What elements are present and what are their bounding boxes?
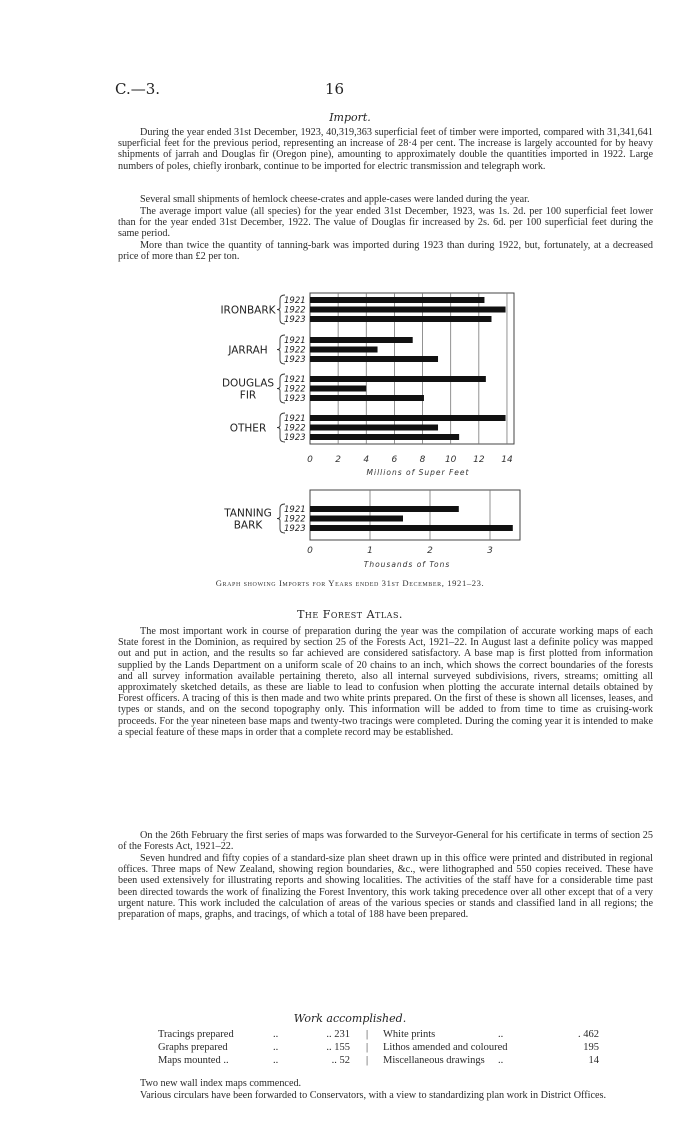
dot-leader: .. bbox=[273, 1055, 279, 1066]
dot-leader: .. bbox=[498, 1055, 504, 1066]
year-label: 1921 bbox=[284, 296, 306, 306]
column-separator: | bbox=[366, 1042, 369, 1053]
year-label: 1922 bbox=[284, 384, 306, 395]
bar bbox=[310, 297, 484, 303]
category-label: OTHER bbox=[229, 422, 267, 435]
year-label: 1922 bbox=[284, 514, 306, 525]
x-tick-label: 2 bbox=[335, 455, 342, 465]
plot-frame bbox=[310, 490, 520, 540]
x-tick-label: 4 bbox=[363, 455, 370, 465]
year-label: 1923 bbox=[284, 524, 306, 534]
bar bbox=[310, 376, 486, 382]
bar bbox=[310, 386, 366, 392]
x-tick-label: 8 bbox=[419, 455, 426, 465]
import-heading: Import. bbox=[329, 111, 371, 124]
year-label: 1923 bbox=[284, 355, 306, 365]
column-separator: | bbox=[366, 1055, 369, 1066]
bar bbox=[310, 307, 506, 313]
bar bbox=[310, 425, 438, 431]
year-label: 1922 bbox=[284, 345, 306, 356]
x-tick-label: 6 bbox=[391, 455, 398, 465]
bar bbox=[310, 316, 491, 322]
work-item-label: Tracings prepared bbox=[158, 1029, 234, 1040]
year-label: 1922 bbox=[284, 305, 306, 316]
import-paragraph-1: During the year ended 31st December, 1923, 40,319,363 superficial feet of timber were imported, compared with 31,341,641 superficial feet for the previous period, representing an increase of 28·4 per cent. The increase is largely accounted for by heavy shipments of jarrah and Douglas fir (Oregon pine), amounting to approximately double the quantities imported in 1922. Large numbers of poles, chiefly ironbark, continue to be imported for electric transmission and telegraph work. bbox=[118, 127, 653, 172]
forest-atlas-paragraph-1: The most important work in course of preparation during the year was the compilation of accurate working maps of each State forest in the Dominion, as required by section 25 of the Forests Act, 1921–22. In August last a definite policy was mapped out and put in action, and the results so far achieved are considered satisfactory. A base map is first plotted from information supplied by the Lands Department on a uniform scale of 20 chains to an inch, which shows the correct boundaries of the forests and all survey information available pertaining thereto, also all internal surveyed subdivisions, rivers, streams; omitting all approximately sketched details, as these are liable to lead to confusion when plotting the accurate internal details obtained by Forest officers. A tracing of this is then made and two white prints prepared. On the first of these is shown all licenses, leases, and types or stands, and on the second topography only. This information will be added to from time to time as cruising-work proceeds. For the year nineteen base maps and twenty-two tracings were completed. During the coming year it is intended to make a special feature of these maps in order that a complete record may be established. bbox=[118, 626, 653, 738]
work-item-value: 195 bbox=[583, 1042, 599, 1053]
year-label: 1921 bbox=[284, 505, 306, 515]
plot-frame bbox=[310, 293, 514, 444]
x-axis-unit-label: Millions of Super Feet bbox=[366, 468, 470, 477]
work-accomplished-table bbox=[158, 1029, 608, 1068]
category-label: JARRAH bbox=[228, 344, 268, 357]
dot-leader: .. bbox=[273, 1042, 279, 1053]
closing-paragraph-1: Two new wall index maps commenced. bbox=[140, 1078, 302, 1089]
work-item-label: Maps mounted .. bbox=[158, 1055, 229, 1066]
x-tick-label: 12 bbox=[473, 455, 485, 465]
work-item-label: Miscellaneous drawings bbox=[383, 1055, 485, 1066]
work-item-label: White prints bbox=[383, 1029, 436, 1040]
work-item-value: .. 52 bbox=[331, 1055, 350, 1066]
table-row bbox=[158, 1042, 608, 1055]
table-row bbox=[158, 1029, 608, 1042]
closing-paragraph-2: Various circulars have been forwarded to Conservators, with a view to standardizing plan work in District Offices. bbox=[140, 1090, 607, 1101]
work-item-label: Graphs prepared bbox=[158, 1042, 228, 1053]
forest-atlas-paragraph-3: Seven hundred and fifty copies of a standard-size plan sheet drawn up in this office were printed and distributed in regional offices. Three maps of New Zealand, showing region boundaries, &c., were lithographed and 550 copies received. These have been used extensively for illustrating reports and showing localities. The activities of the staff have for a considerable time past been directed towards the work of finalizing the Forest Inventory, this work taking precedence over all other except that of a very urgent nature. This work included the calculation of areas of the various species or stands and classified land in all regions; the preparation of maps, graphs, and tracings, of which a total of 188 have been prepared. bbox=[118, 853, 653, 921]
page-number: 16 bbox=[325, 80, 345, 98]
dot-leader: .. bbox=[498, 1029, 504, 1040]
import-paragraph-3: The average import value (all species) for the year ended 31st December, 1923, was 1s. 2d. per 100 superficial feet lower than for the year ended 31st December, 1922. The value of Douglas fir increased by 2s. 6d. per 100 superficial feet during the same period. bbox=[118, 206, 653, 240]
work-item-value: . 462 bbox=[578, 1029, 599, 1040]
import-paragraph-4: More than twice the quantity of tanning-bark was imported during 1923 than during 1922, but, fortunately, at a decreased price of more than £2 per ton. bbox=[118, 240, 653, 263]
year-label: 1923 bbox=[284, 394, 306, 404]
work-item-value: .. 155 bbox=[326, 1042, 350, 1053]
work-accomplished-heading: Work accomplished. bbox=[293, 1012, 407, 1025]
year-label: 1921 bbox=[284, 414, 306, 424]
bar bbox=[310, 395, 424, 401]
category-label: DOUGLAS bbox=[221, 377, 275, 390]
import-paragraph-2: Several small shipments of hemlock cheese-crates and apple-cases were landed during the year. bbox=[140, 194, 530, 205]
bar bbox=[310, 337, 413, 343]
x-axis-unit-label: Thousands of Tons bbox=[363, 560, 451, 569]
table-row bbox=[158, 1055, 608, 1068]
year-label: 1923 bbox=[284, 433, 306, 443]
year-label: 1922 bbox=[284, 423, 306, 434]
imports-bar-chart bbox=[0, 280, 700, 600]
x-tick-label: 10 bbox=[444, 455, 457, 465]
page-header bbox=[115, 80, 585, 100]
chart-caption: Graph showing Imports for Years ended 31st December, 1921–23. bbox=[215, 578, 485, 588]
year-label: 1921 bbox=[284, 375, 306, 385]
bar bbox=[310, 347, 378, 353]
bar bbox=[310, 415, 506, 421]
forest-atlas-heading: The Forest Atlas. bbox=[297, 608, 403, 621]
bar bbox=[310, 356, 438, 362]
x-tick-label: 14 bbox=[501, 455, 513, 465]
column-separator: | bbox=[366, 1029, 369, 1040]
work-item-value: 14 bbox=[588, 1055, 599, 1066]
document-reference: C.—3. bbox=[115, 80, 161, 98]
x-tick-label: 2 bbox=[427, 546, 433, 556]
category-label: TANNING bbox=[224, 507, 272, 520]
category-label: BARK bbox=[233, 519, 263, 532]
work-item-value: .. 231 bbox=[326, 1029, 350, 1040]
bar bbox=[310, 516, 403, 522]
dot-leader: .. bbox=[273, 1029, 279, 1040]
x-tick-label: 3 bbox=[487, 546, 493, 556]
category-label: IRONBARK bbox=[220, 304, 276, 317]
x-tick-label: 0 bbox=[307, 455, 313, 465]
x-tick-label: 0 bbox=[307, 546, 313, 556]
bar bbox=[310, 434, 459, 440]
x-tick-label: 1 bbox=[367, 546, 373, 556]
bar bbox=[310, 525, 513, 531]
bar bbox=[310, 506, 459, 512]
forest-atlas-paragraph-2: On the 26th February the first series of maps was forwarded to the Surveyor-General for his certificate in terms of section 25 of the Forests Act, 1921–22. bbox=[118, 830, 653, 853]
year-label: 1921 bbox=[284, 336, 306, 346]
work-item-label: Lithos amended and coloured bbox=[383, 1042, 508, 1053]
year-label: 1923 bbox=[284, 315, 306, 325]
category-label: FIR bbox=[239, 389, 257, 402]
